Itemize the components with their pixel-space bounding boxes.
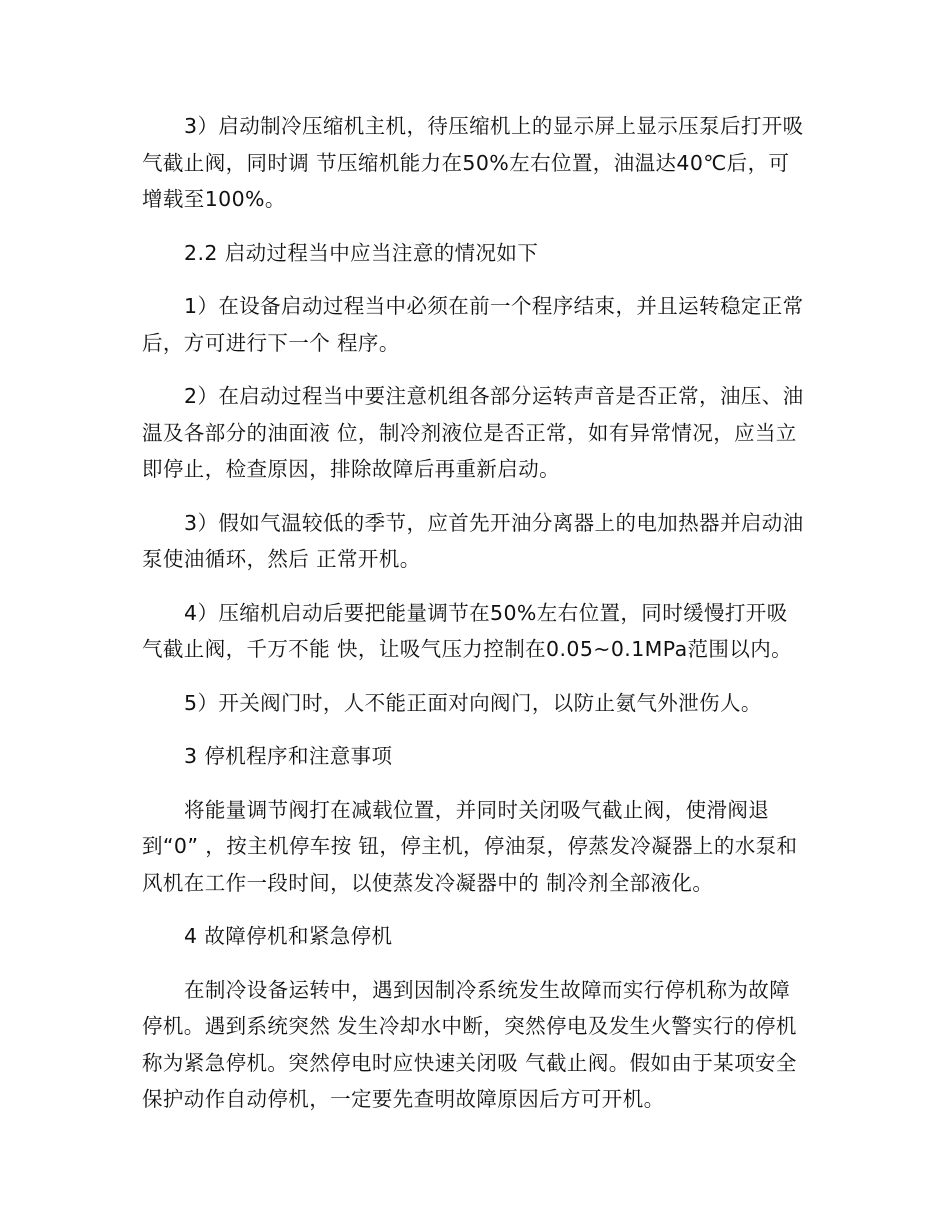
paragraph-note-2: 2）在启动过程当中要注意机组各部分运转声音是否正常，油压、油温及各部分的油面液 位，制冷剂液位是否正常，如有异常情况，应当立即停止，检查原因，排除故障后再重新启动。: [142, 384, 804, 481]
document-body: [142, 108, 808, 1135]
paragraph-note-3: 3）假如气温较低的季节，应首先开油分离器上的电加热器并启动油泵使油循环，然后 正常开机。: [142, 510, 804, 571]
paragraph-note-5: 5）开关阀门时，人不能正面对向阀门，以防止氨气外泄伤人。: [184, 690, 762, 715]
paragraph-shutdown-procedure: 将能量调节阀打在减载位置，并同时关闭吸气截止阀，使滑阀退到“0” ，按主机停车按 钮，停主机，停油泵，停蒸发冷凝器上的水泵和风机在工作一段时间，以使蒸发冷凝器中的 制冷剂全部液化。: [142, 797, 798, 895]
paragraph-startup-step-3: 3）启动制冷压缩机主机，待压缩机上的显示屏上显示压泵后打开吸气截止阀，同时调 节压缩机能力在50%左右位置，油温达40℃后，可增载至100%。: [142, 114, 804, 211]
paragraph-note-4: 4）压缩机启动后要把能量调节在50%左右位置，同时缓慢打开吸气截止阀，千万不能 快，让吸气压力控制在0.05~0.1MPa范围以内。: [142, 600, 793, 661]
paragraph-emergency-shutdown: 在制冷设备运转中，遇到因制冷系统发生故障而实行停机称为故障停机。遇到系统突然 发生冷却水中断，突然停电及发生火警实行的停机称为紧急停机。突然停电时应快速关闭吸 气截止阀。假如由于某项安全保护动作自动停机，一定要先查明故障原因后方可开机。: [142, 977, 797, 1111]
paragraph-note-1: 1）在设备启动过程当中必须在前一个程序结束，并且运转稳定正常后，方可进行下一个 程序。: [142, 294, 804, 355]
section-heading-4: 4 故障停机和紧急停机: [184, 924, 393, 948]
section-heading-2-2: 2.2 启动过程当中应当注意的情况如下: [184, 240, 539, 265]
section-heading-3: 3 停机程序和注意事项: [184, 744, 393, 768]
